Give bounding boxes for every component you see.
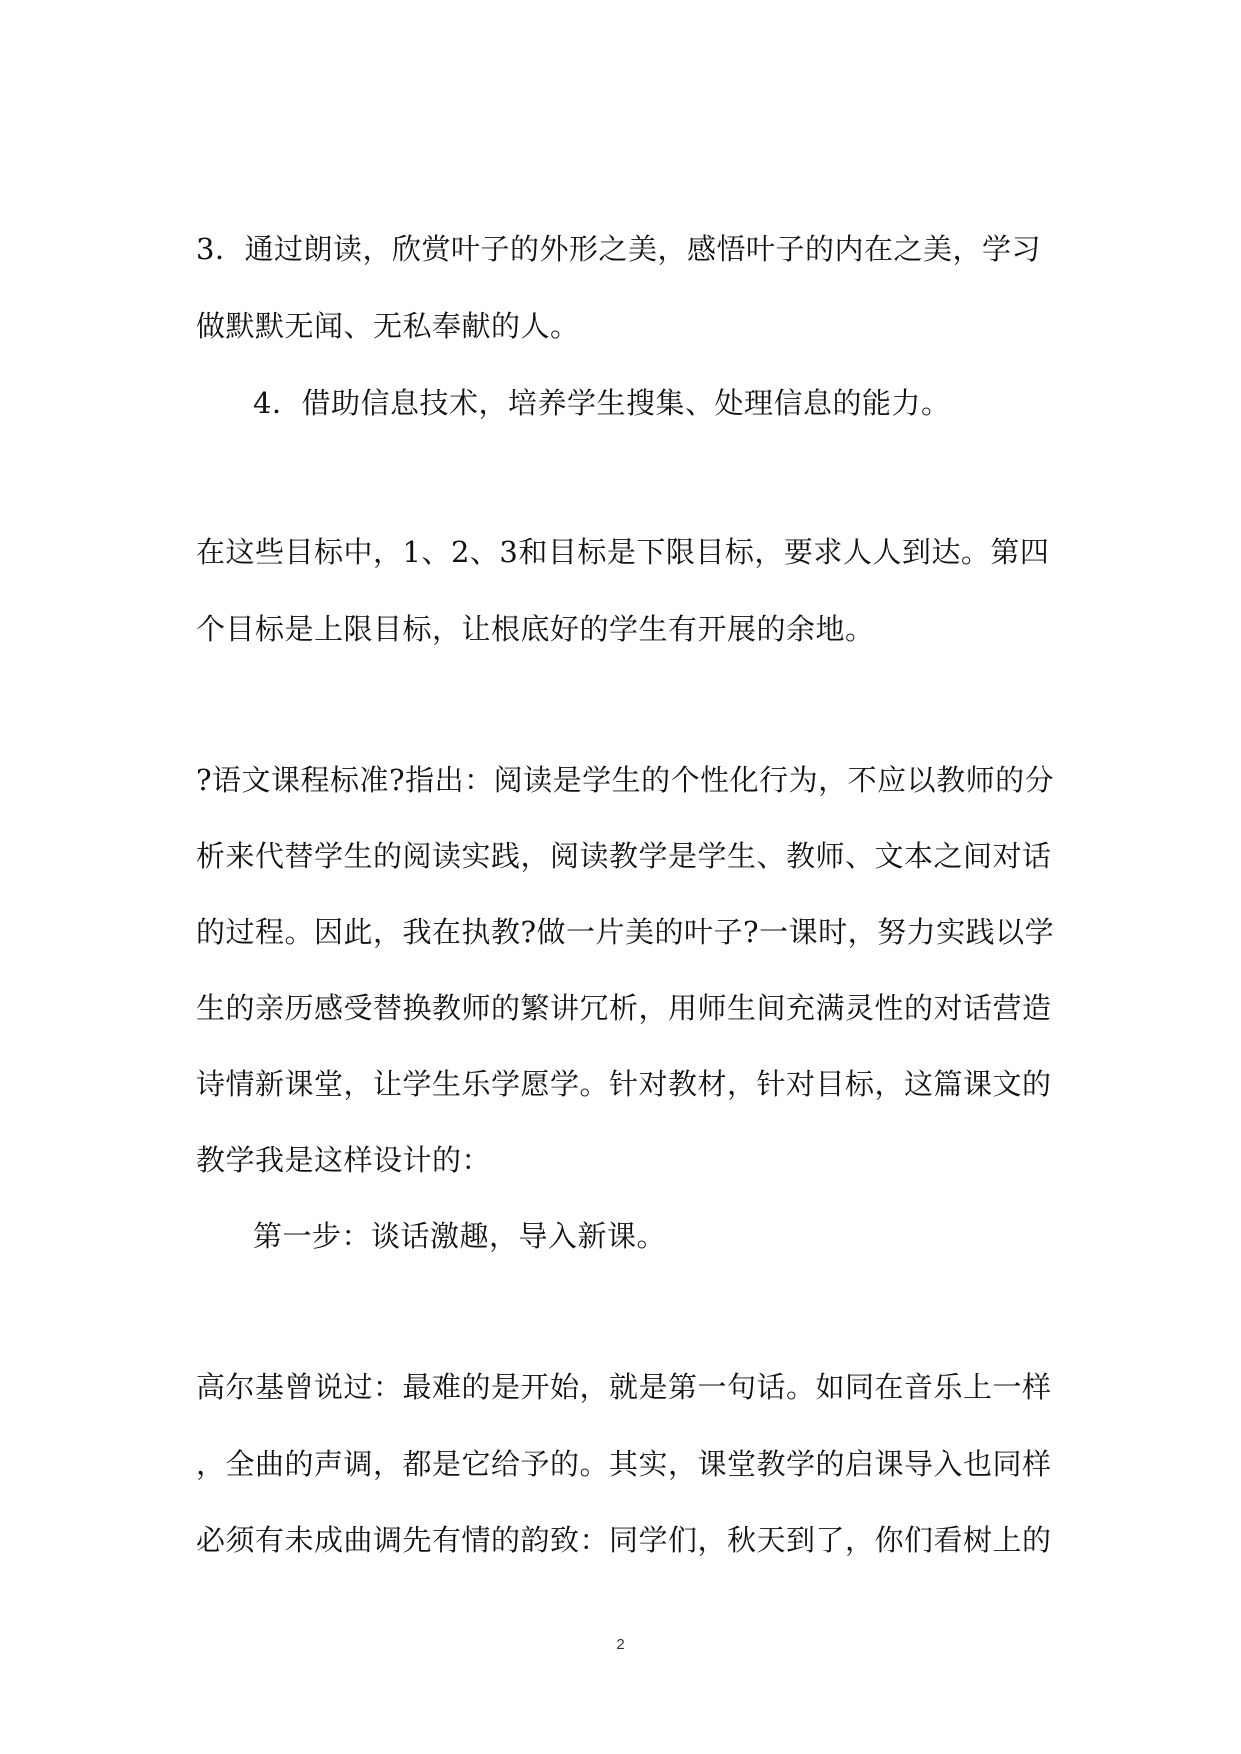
text-line: 第一步：谈话激趣，导入新课。 [253, 1219, 667, 1253]
text-line: 析来代替学生的阅读实践，阅读教学是学生、教师、文本之间对话 [196, 839, 1052, 873]
text-line: 的过程。因此，我在执教?做一片美的叶子?一课时，努力实践以学 [196, 915, 1055, 949]
text-line: 个目标是上限目标，让根底好的学生有开展的余地。 [196, 612, 875, 646]
text-line: ?语文课程标准?指出：阅读是学生的个性化行为，不应以教师的分 [196, 763, 1055, 797]
text-line: 教学我是这样设计的： [196, 1143, 492, 1177]
text-line: 3．通过朗读，欣赏叶子的外形之美，感悟叶子的内在之美，学习 [196, 232, 1041, 266]
text-line: 在这些目标中，1、2、3和目标是下限目标，要求人人到达。第四 [196, 535, 1050, 569]
text-line: 4．借助信息技术，培养学生搜集、处理信息的能力。 [253, 386, 951, 420]
text-line: 高尔基曾说过：最难的是开始，就是第一句话。如同在音乐上一样 [196, 1370, 1052, 1404]
text-line: 做默默无闻、无私奉献的人。 [196, 309, 580, 343]
text-line: 必须有未成曲调先有情的韵致：同学们，秋天到了，你们看树上的 [196, 1523, 1052, 1557]
text-line: ，全曲的声调，都是它给予的。其实，课堂教学的启课导入也同样 [196, 1447, 1052, 1481]
text-line: 诗情新课堂，让学生乐学愿学。针对教材，针对目标，这篇课文的 [196, 1067, 1052, 1101]
text-line: 生的亲历感受替换教师的繁讲冗析，用师生间充满灵性的对话营造 [196, 991, 1052, 1025]
page-number: 2 [616, 1636, 625, 1653]
